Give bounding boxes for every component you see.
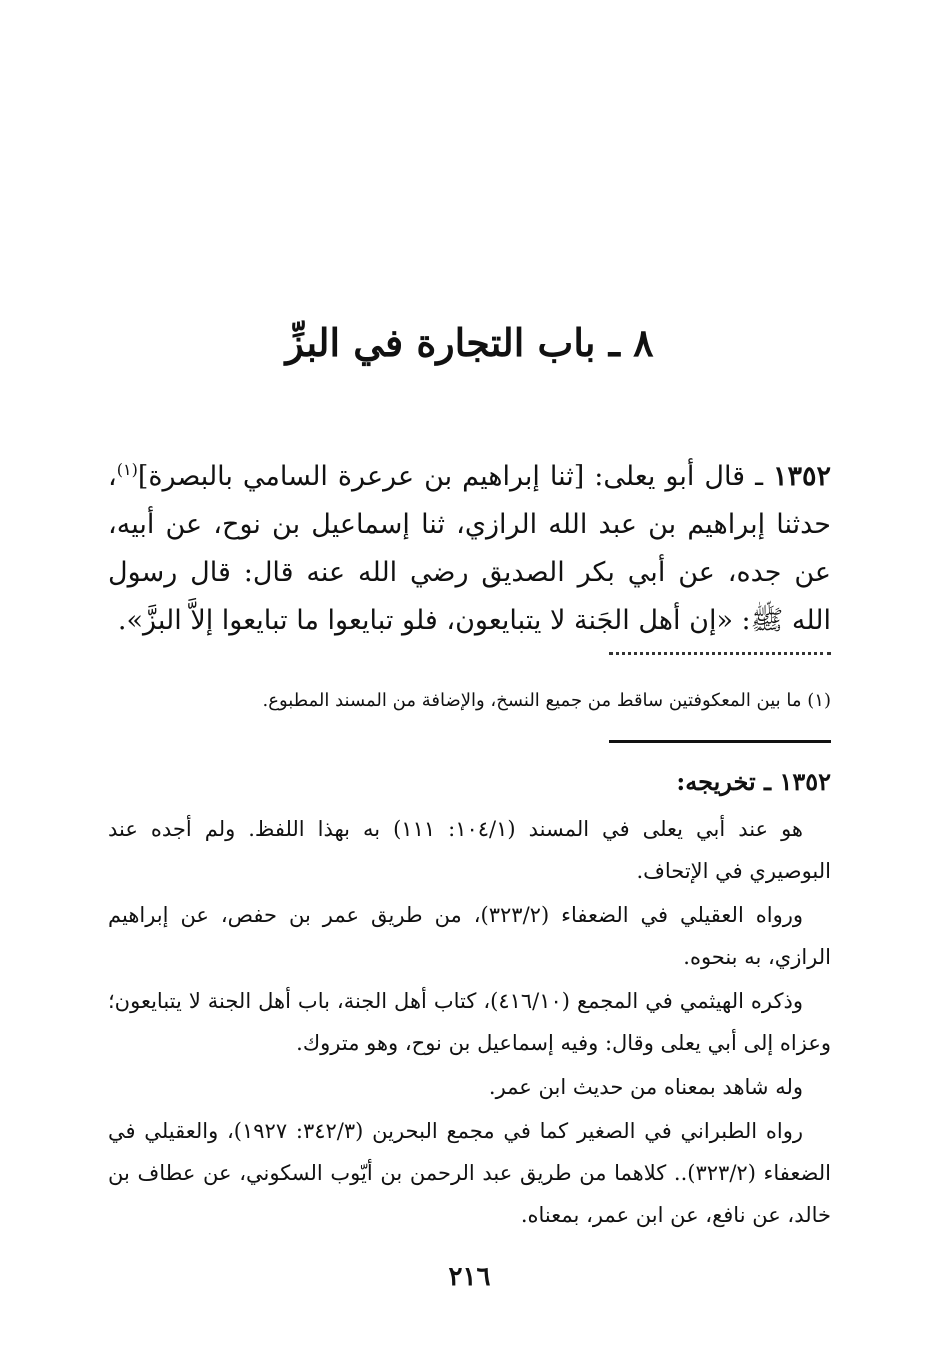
hadith-text-before-note: ـ قال أبو يعلى: [ثنا إبراهيم بن عرعرة السامي بالبصرة] [137, 461, 763, 492]
takhrij-paragraph: وله شاهد بمعناه من حديث ابن عمر. [488, 1075, 803, 1099]
page-number: ٢١٦ [448, 1262, 491, 1292]
takhrij-body [108, 808, 831, 1238]
section-rule [609, 740, 831, 743]
takhrij-paragraph: هو عند أبي يعلى في المسند (١٠٤/١: ١١١) به بهذا اللفظ. ولم أجده عند البوصيري في الإتحاف. [108, 817, 831, 883]
takhrij-paragraph: رواه الطبراني في الصغير كما في مجمع البحرين (٣٤٢/٣: ١٩٢٧)، والعقيلي في الضعفاء (٣٢٣/٢).. كلاهما من طريق عبد الرحمن بن أيّوب السكوني، عن عطاف بن خالد، عن نافع، عن ابن عمر، بمعناه. [108, 1119, 832, 1227]
chapter-title: ٨ ـ باب التجارة في البزِّ [285, 320, 654, 365]
takhrij-paragraph: وذكره الهيثمي في المجمع (٤١٦/١٠)، كتاب أهل الجنة، باب أهل الجنة لا يتبايعون؛ وعزاه إلى أبي يعلى وقال: وفيه إسماعيل بن نوح، وهو متروك. [108, 989, 831, 1055]
takhrij-heading: ١٣٥٢ ـ تخريجه: [676, 767, 831, 796]
footnote-reference: (١) [116, 460, 138, 479]
hadith-number: ١٣٥٢ [772, 461, 831, 492]
takhrij-paragraph: ورواه العقيلي في الضعفاء (٣٢٣/٢)، من طريق عمر بن حفص، عن إبراهيم الرازي، به بنحوه. [108, 903, 831, 969]
footnote-separator [609, 652, 831, 659]
hadith-text [108, 446, 831, 645]
hadith-text-after-note: ، حدثنا إبراهيم بن عبد الله الرازي، ثنا إسماعيل بن نوح، عن أبيه، عن جده، عن أبي بكر الصديق رضي الله عنه قال: قال رسول الله ﷺ: «إن أهل الجَنة لا يتبايعون، فلو تبايعوا ما تبايعوا إلاَّ البزَّ». [108, 461, 831, 636]
footnote: (١) ما بين المعكوفتين ساقط من جميع النسخ، والإضافة من المسند المطبوع. [262, 690, 831, 711]
